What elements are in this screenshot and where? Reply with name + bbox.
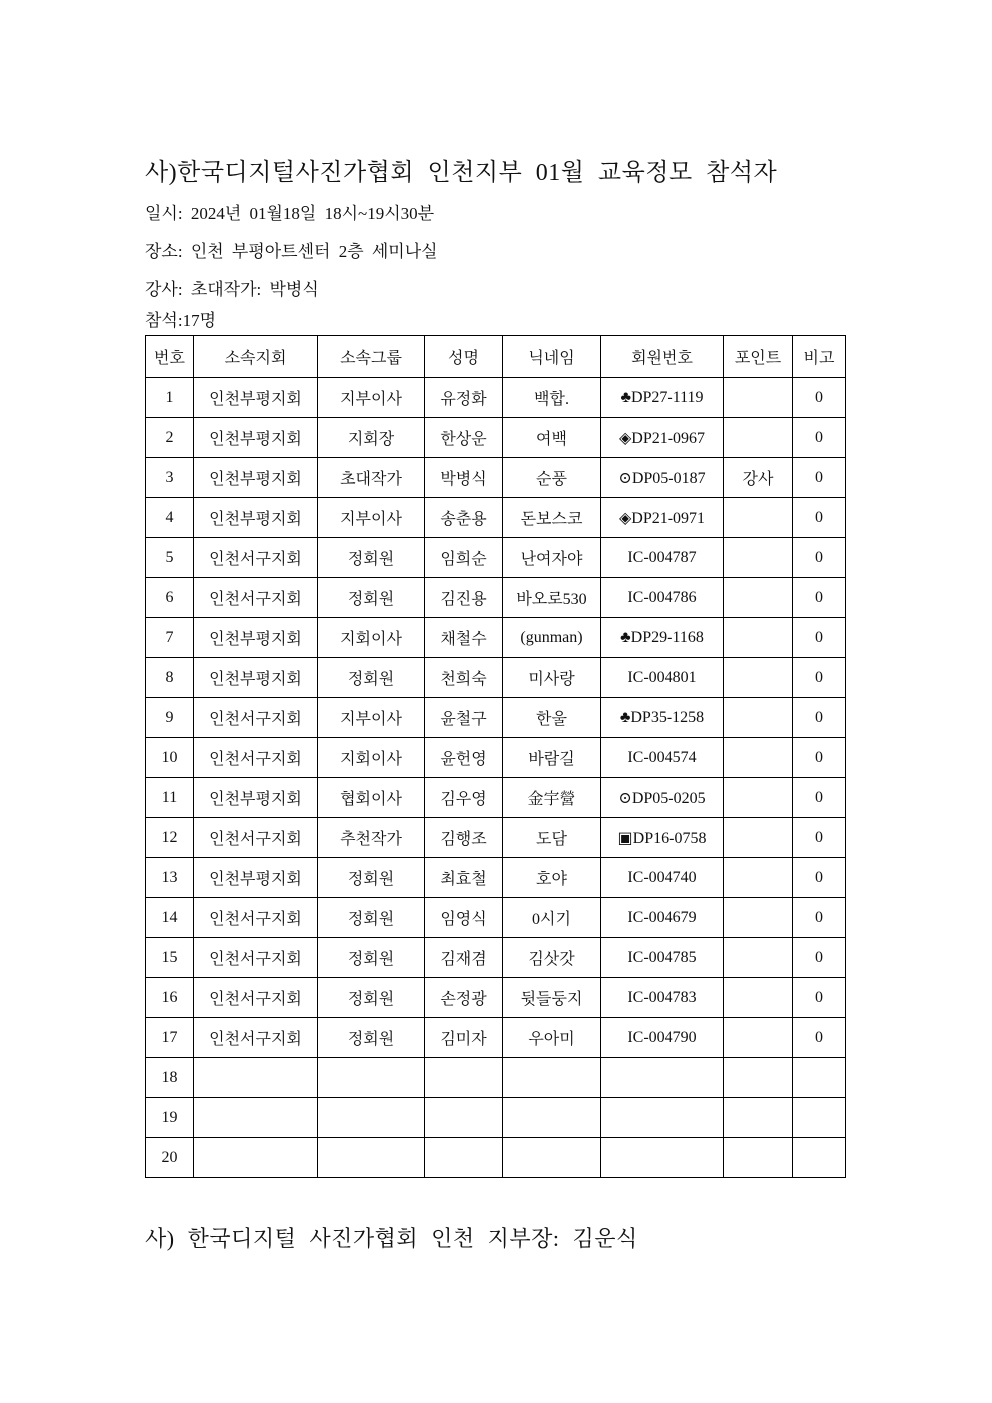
table-cell: 지부이사 — [318, 498, 425, 538]
header-cell: 닉네임 — [503, 336, 601, 378]
table-cell — [425, 1058, 503, 1098]
table-row — [146, 778, 846, 818]
table-cell — [724, 1058, 793, 1098]
table-cell: 인천부평지회 — [194, 658, 318, 698]
table-cell: 송춘용 — [425, 498, 503, 538]
table-cell — [724, 818, 793, 858]
table-cell: 한상운 — [425, 418, 503, 458]
table-row — [146, 378, 846, 418]
table-cell — [601, 1058, 724, 1098]
table-cell: 임영식 — [425, 898, 503, 938]
table-row — [146, 898, 846, 938]
table-cell — [724, 938, 793, 978]
header-cell: 회원번호 — [601, 336, 724, 378]
table-cell: 7 — [146, 618, 194, 658]
table-cell: IC-004574 — [601, 738, 724, 778]
table-cell — [724, 978, 793, 1018]
table-cell: 바오로530 — [503, 578, 601, 618]
table-cell: 11 — [146, 778, 194, 818]
table-cell: 김진용 — [425, 578, 503, 618]
table-cell: 김삿갓 — [503, 938, 601, 978]
table-cell: 정회원 — [318, 938, 425, 978]
table-cell — [724, 658, 793, 698]
table-cell: 0 — [793, 458, 846, 498]
header-cell: 소속지회 — [194, 336, 318, 378]
table-cell: 0 — [793, 378, 846, 418]
table-cell: ⊙DP05-0205 — [601, 778, 724, 818]
table-cell — [724, 578, 793, 618]
table-cell: 0 — [793, 938, 846, 978]
table-cell: 추천작가 — [318, 818, 425, 858]
table-cell — [318, 1058, 425, 1098]
table-row — [146, 1138, 846, 1178]
table-cell: 0 — [793, 498, 846, 538]
signature-line: 사) 한국디지털 사진가협회 인천 지부장: 김운식 — [145, 1226, 638, 1251]
table-cell — [503, 1098, 601, 1138]
table-cell: 호야 — [503, 858, 601, 898]
table-cell: 지회장 — [318, 418, 425, 458]
table-cell: IC-004790 — [601, 1018, 724, 1058]
table-cell: 인천부평지회 — [194, 378, 318, 418]
table-cell: 인천서구지회 — [194, 818, 318, 858]
table-cell: 9 — [146, 698, 194, 738]
table-cell — [724, 538, 793, 578]
table-row — [146, 698, 846, 738]
table-cell: 임희순 — [425, 538, 503, 578]
table-cell: 2 — [146, 418, 194, 458]
table-cell — [318, 1098, 425, 1138]
table-cell: IC-004740 — [601, 858, 724, 898]
table-cell: ▣DP16-0758 — [601, 818, 724, 858]
table-row — [146, 818, 846, 858]
attendance-count-line: 참석:17명 — [145, 311, 216, 330]
table-cell: 윤헌영 — [425, 738, 503, 778]
table-cell: 0 — [793, 1018, 846, 1058]
table-cell: 강사 — [724, 458, 793, 498]
table-cell: ⊙DP05-0187 — [601, 458, 724, 498]
table-cell: 미사랑 — [503, 658, 601, 698]
table-cell — [724, 418, 793, 458]
table-cell: 인천서구지회 — [194, 1018, 318, 1058]
table-cell: 정회원 — [318, 978, 425, 1018]
table-cell — [194, 1138, 318, 1178]
table-row — [146, 858, 846, 898]
table-cell: 정회원 — [318, 858, 425, 898]
table-cell: 지회이사 — [318, 618, 425, 658]
header-row — [146, 336, 846, 378]
table-cell: 1 — [146, 378, 194, 418]
table-cell — [194, 1098, 318, 1138]
table-cell: 0 — [793, 538, 846, 578]
table-cell: ◈DP21-0967 — [601, 418, 724, 458]
table-cell: 인천부평지회 — [194, 498, 318, 538]
table-row — [146, 738, 846, 778]
table-cell: 5 — [146, 538, 194, 578]
table-cell: 여백 — [503, 418, 601, 458]
table-cell: 6 — [146, 578, 194, 618]
table-cell — [724, 858, 793, 898]
table-row — [146, 658, 846, 698]
header-cell: 비고 — [793, 336, 846, 378]
table-row — [146, 578, 846, 618]
table-cell: 19 — [146, 1098, 194, 1138]
document-content — [145, 155, 855, 1254]
table-cell: ◈DP21-0971 — [601, 498, 724, 538]
table-cell — [724, 1138, 793, 1178]
table-cell: 18 — [146, 1058, 194, 1098]
table-row — [146, 978, 846, 1018]
table-cell: 정회원 — [318, 898, 425, 938]
table-cell — [318, 1138, 425, 1178]
table-cell: 우아미 — [503, 1018, 601, 1058]
table-cell: 인천서구지회 — [194, 738, 318, 778]
table-cell: 10 — [146, 738, 194, 778]
table-cell — [503, 1138, 601, 1178]
table-cell — [724, 778, 793, 818]
table-cell: 유정화 — [425, 378, 503, 418]
table-cell: 정회원 — [318, 1018, 425, 1058]
table-cell: 0 — [793, 578, 846, 618]
table-cell: 17 — [146, 1018, 194, 1058]
table-cell — [724, 498, 793, 538]
table-cell: 인천부평지회 — [194, 458, 318, 498]
table-cell: 인천부평지회 — [194, 418, 318, 458]
table-row — [146, 1058, 846, 1098]
instructor-line: 강사: 초대작가: 박병식 — [145, 280, 319, 299]
table-cell — [601, 1098, 724, 1138]
table-cell — [724, 1018, 793, 1058]
table-cell: 지부이사 — [318, 698, 425, 738]
table-row — [146, 618, 846, 658]
header-cell: 포인트 — [724, 336, 793, 378]
table-cell: IC-004785 — [601, 938, 724, 978]
header-cell: 소속그룹 — [318, 336, 425, 378]
table-cell: 0 — [793, 738, 846, 778]
table-cell: 뒷들둥지 — [503, 978, 601, 1018]
table-cell — [503, 1058, 601, 1098]
table-cell — [724, 618, 793, 658]
table-cell: 0 — [793, 978, 846, 1018]
table-row — [146, 498, 846, 538]
table-cell: 12 — [146, 818, 194, 858]
table-cell — [793, 1138, 846, 1178]
table-cell: 0 — [793, 778, 846, 818]
table-cell: 金宇營 — [503, 778, 601, 818]
table-row — [146, 938, 846, 978]
table-cell: 인천서구지회 — [194, 978, 318, 1018]
table-cell: 0 — [793, 618, 846, 658]
table-cell: 인천서구지회 — [194, 698, 318, 738]
table-cell: 0시기 — [503, 898, 601, 938]
table-cell: 인천서구지회 — [194, 938, 318, 978]
table-cell: 인천서구지회 — [194, 898, 318, 938]
table-row — [146, 538, 846, 578]
table-cell: IC-004801 — [601, 658, 724, 698]
table-row — [146, 418, 846, 458]
table-cell — [724, 1098, 793, 1138]
table-cell: 인천서구지회 — [194, 538, 318, 578]
table-cell: 김재겸 — [425, 938, 503, 978]
table-row — [146, 458, 846, 498]
table-cell: 한울 — [503, 698, 601, 738]
table-cell: 0 — [793, 898, 846, 938]
table-cell: 인천부평지회 — [194, 618, 318, 658]
table-cell — [724, 378, 793, 418]
table-row — [146, 1098, 846, 1138]
table-cell — [194, 1058, 318, 1098]
table-cell: 0 — [793, 698, 846, 738]
table-cell: IC-004679 — [601, 898, 724, 938]
table-cell: 3 — [146, 458, 194, 498]
header-cell: 번호 — [146, 336, 194, 378]
table-cell: 4 — [146, 498, 194, 538]
table-cell: 0 — [793, 858, 846, 898]
datetime-line: 일시: 2024년 01월18일 18시~19시30분 — [145, 204, 435, 223]
table-cell — [425, 1098, 503, 1138]
table-cell: 8 — [146, 658, 194, 698]
table-cell: IC-004787 — [601, 538, 724, 578]
location-line: 장소: 인천 부평아트센터 2층 세미나실 — [145, 242, 438, 261]
table-cell: 박병식 — [425, 458, 503, 498]
table-cell: 협회이사 — [318, 778, 425, 818]
table-cell: 13 — [146, 858, 194, 898]
table-cell: 20 — [146, 1138, 194, 1178]
table-cell — [601, 1138, 724, 1178]
table-cell: 14 — [146, 898, 194, 938]
table-cell: 바람길 — [503, 738, 601, 778]
table-cell: 손정광 — [425, 978, 503, 1018]
table-cell — [793, 1058, 846, 1098]
table-cell: 채철수 — [425, 618, 503, 658]
table-cell: ♣DP35-1258 — [601, 698, 724, 738]
table-cell: 윤철구 — [425, 698, 503, 738]
table-cell: ♣DP27-1119 — [601, 378, 724, 418]
table-cell: 0 — [793, 658, 846, 698]
table-cell: ♣DP29-1168 — [601, 618, 724, 658]
page-title: 사)한국디지털사진가협회 인천지부 01월 교육정모 참석자 — [145, 160, 778, 186]
table-cell: IC-004783 — [601, 978, 724, 1018]
table-cell: 최효철 — [425, 858, 503, 898]
table-cell: 16 — [146, 978, 194, 1018]
header-cell: 성명 — [425, 336, 503, 378]
table-cell: 인천서구지회 — [194, 578, 318, 618]
table-cell — [724, 738, 793, 778]
table-cell: 0 — [793, 418, 846, 458]
table-cell: 지부이사 — [318, 378, 425, 418]
table-cell: IC-004786 — [601, 578, 724, 618]
table-cell: 난여자야 — [503, 538, 601, 578]
table-cell: 초대작가 — [318, 458, 425, 498]
table-cell: 인천부평지회 — [194, 778, 318, 818]
table-cell: 김우영 — [425, 778, 503, 818]
table-cell — [793, 1098, 846, 1138]
table-cell — [724, 898, 793, 938]
attendance-table — [145, 335, 846, 1178]
table-cell: 돈보스코 — [503, 498, 601, 538]
table-cell: 인천부평지회 — [194, 858, 318, 898]
table-row — [146, 1018, 846, 1058]
table-cell: 순풍 — [503, 458, 601, 498]
table-cell: 천희숙 — [425, 658, 503, 698]
table-cell: 정회원 — [318, 658, 425, 698]
table-cell — [724, 698, 793, 738]
table-cell: 김행조 — [425, 818, 503, 858]
table-cell: 정회원 — [318, 578, 425, 618]
table-cell: 김미자 — [425, 1018, 503, 1058]
table-cell: (gunman) — [503, 618, 601, 658]
table-cell: 도담 — [503, 818, 601, 858]
table-cell: 정회원 — [318, 538, 425, 578]
table-cell: 지회이사 — [318, 738, 425, 778]
table-cell: 0 — [793, 818, 846, 858]
table-cell: 15 — [146, 938, 194, 978]
table-cell: 백합. — [503, 378, 601, 418]
table-cell — [425, 1138, 503, 1178]
